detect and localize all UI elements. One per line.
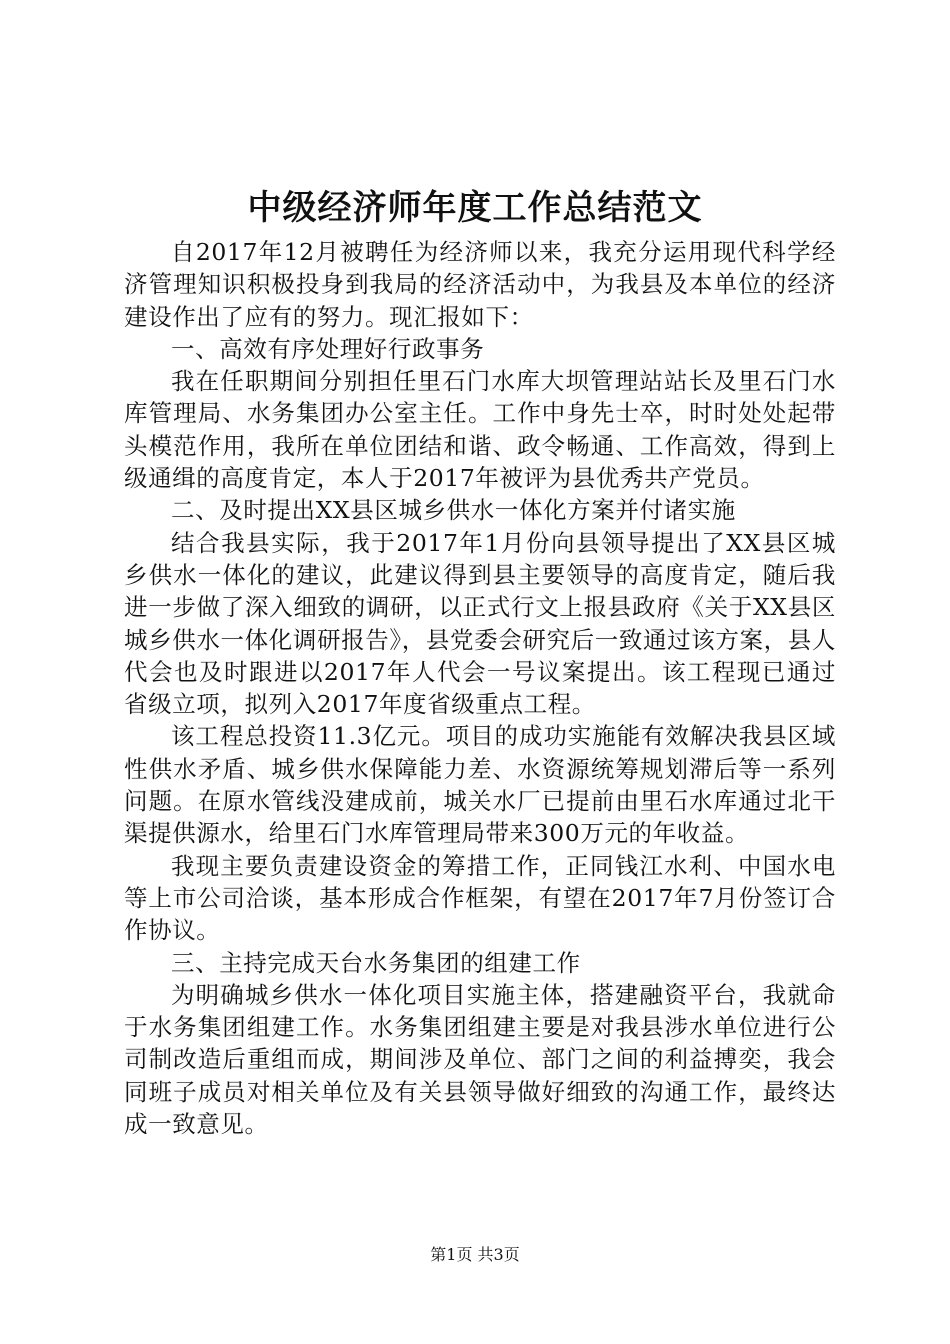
paragraph: 我在任职期间分别担任里石门水库大坝管理站站长及里石门水库管理局、水务集团办公室主任。工作中身先士卒，时时处处起带头模范作用，我所在单位团结和谐、政令畅通、工作高效，得到上级通缉的高度肯定，本人于2017年被评为县优秀共产党员。	[124, 367, 836, 493]
paragraph: 我现主要负责建设资金的筹措工作，正同钱江水利、中国水电等上市公司洽谈，基本形成合作框架，有望在2017年7月份签订合作协议。	[124, 851, 836, 945]
paragraph-intro: 自2017年12月被聘任为经济师以来，我充分运用现代科学经济管理知识积极投身到我局的经济活动中，为我县及本单位的经济建设作出了应有的努力。现汇报如下：	[124, 238, 836, 331]
section-heading-1: 一、高效有序处理好行政事务	[171, 334, 485, 363]
document-title: 中级经济师年度工作总结范文	[247, 188, 703, 228]
section-heading-2: 二、及时提出XX县区城乡供水一体化方案并付诸实施	[171, 496, 736, 525]
paragraph: 该工程总投资11.3亿元。项目的成功实施能有效解决我县区域性供水矛盾、城乡供水保障能力差、水资源统筹规划滞后等一系列问题。在原水管线没建成前，城关水厂已提前由里石水库通过北干渠提供源水，给里石门水库管理局带来300万元的年收益。	[124, 722, 836, 848]
paragraph: 结合我县实际，我于2017年1月份向县领导提出了XX县区城乡供水一体化的建议，此建议得到县主要领导的高度肯定，随后我进一步做了深入细致的调研，以正式行文上报县政府《关于XX县区城乡供水一体化调研报告》，县党委会研究后一致通过该方案，县人代会也及时跟进以2017年人代会一号议案提出。该工程现已通过省级立项，拟列入2017年度省级重点工程。	[124, 528, 836, 719]
page-number-footer: 第1页 共3页	[430, 1245, 520, 1264]
section-heading-3: 三、主持完成天台水务集团的组建工作	[171, 948, 581, 977]
paragraph: 为明确城乡供水一体化项目实施主体，搭建融资平台，我就命于水务集团组建工作。水务集团组建主要是对我县涉水单位进行公司制改造后重组而成，期间涉及单位、部门之间的利益搏奕，我会同班子成员对相关单位及有关县领导做好细致的沟通工作，最终达成一致意见。	[124, 980, 836, 1139]
document-body	[124, 236, 836, 1140]
